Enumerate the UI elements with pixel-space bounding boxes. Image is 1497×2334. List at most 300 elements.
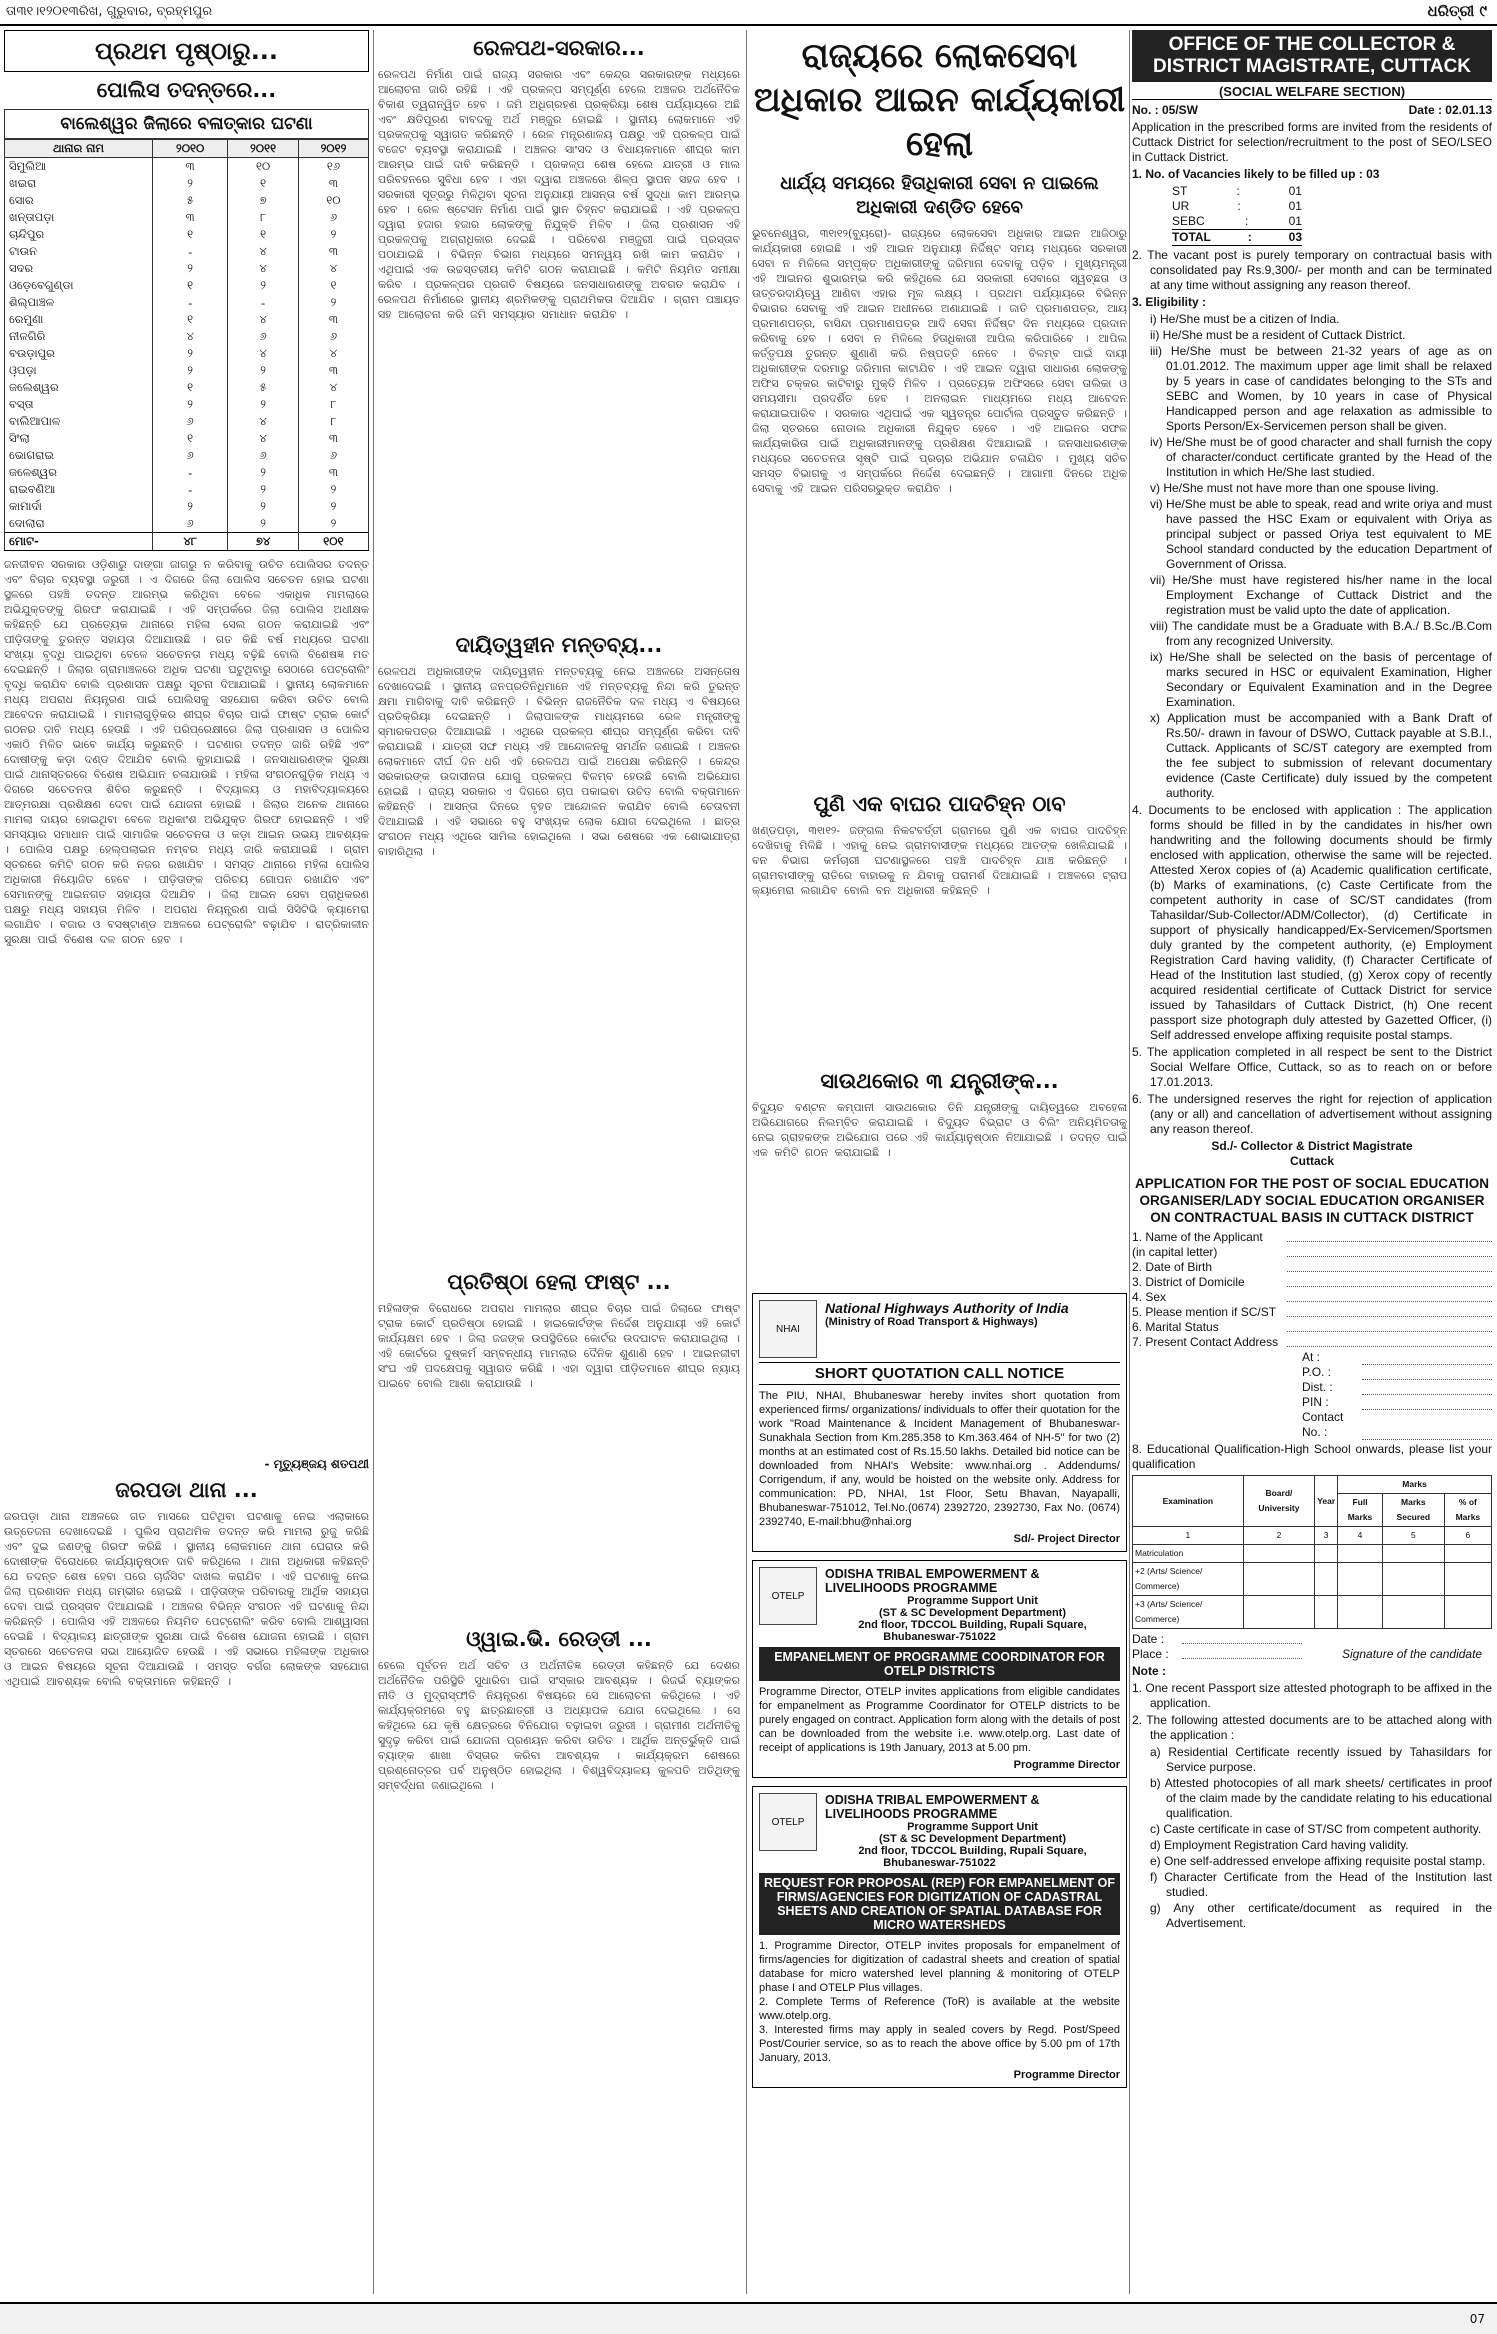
table-cell: ୩ [153, 158, 228, 176]
form-field-label: 7. Present Contact Address [1132, 1335, 1279, 1349]
table-cell: ବଉଡ଼ାପୁର [5, 345, 153, 362]
masthead [0, 0, 1497, 26]
form-field-label: 3. District of Domicile [1132, 1275, 1245, 1289]
eligibility-item: vii) He/She must have registered his/her name in the local Employment Exchange of Cuttack District and the registration must be valid upto the date of application. [1150, 573, 1492, 617]
application-form-fields [1132, 1230, 1492, 1350]
form-field-input[interactable] [1287, 1260, 1492, 1272]
table-cell: ୬ [298, 209, 368, 226]
table-cell: ଶିଲ୍ପାଞ୍ଚଳ [5, 294, 153, 311]
table-cell: ଓଡ଼େବେଗୁଣ୍ଡା [5, 277, 153, 294]
table-cell: ୪ [228, 243, 299, 260]
place-label: Place : [1132, 1647, 1169, 1661]
qual-input-cell[interactable] [1243, 1596, 1315, 1629]
qual-exam-cell: +3 (Arts/ Science/ Commerce) [1133, 1596, 1244, 1629]
qual-header: Board/ University [1243, 1476, 1315, 1527]
table-cell: ୨ [228, 396, 299, 413]
form-field-label: (in capital letter) [1132, 1245, 1218, 1259]
signature-label: Signature of the candidate [1342, 1647, 1483, 1661]
table-cell: ରେମୁଣା [5, 311, 153, 328]
table-total-cell: ୪୮ [153, 533, 228, 551]
vacancy-row [1172, 214, 1302, 229]
table-cell: ଭୋଗରାଇ [5, 447, 153, 464]
form-field-input[interactable] [1287, 1230, 1492, 1242]
table-cell: ୪ [228, 430, 299, 447]
address-field-label: PIN : [1302, 1395, 1329, 1409]
table-title: ବାଲେଶ୍ୱର ଜିଲାରେ ବଳାତ୍କାର ଘଟଣା [4, 109, 369, 139]
table-cell: ୨ [298, 226, 368, 243]
otelp1-address: 2nd floor, TDCCOL Building, Rupali Square, Bhubaneswar-751022 [858, 1619, 1087, 1643]
address-field-label: Contact No. : [1302, 1410, 1344, 1439]
article-text: ମହିଳାଙ୍କ ବିରୋଧରେ ଅପରାଧ ମାମଲାର ଶୀଘ୍ର ବିଚାର ପାଇଁ ଜିଲାରେ ଫାଷ୍ଟ ଟ୍ରାକ କୋର୍ଟ ପ୍ରତିଷ୍ଠା ହୋଇଛି । ହାଇକୋର୍ଟଙ୍କ ନିର୍ଦ୍ଦେଶ ଅନୁଯାୟୀ ଏହି କୋର୍ଟ କାର୍ଯ୍ୟକ୍ଷମ ହେବ । ଜିଲା ଜଜଙ୍କ ଉପସ୍ଥିତିରେ କୋର୍ଟର ଉଦଘାଟନ କରାଯାଇଥିଲା । ଏହି କୋର୍ଟରେ ଦୁଷ୍କର୍ମ ସମ୍ବନ୍ଧୀୟ ମାମଲାର ଦୈନିକ ଶୁଣାଣି ହେବ । ଆଇନଜୀବୀ ସଂଘ ଏହି ପଦକ୍ଷେପକୁ ସ୍ୱାଗତ କରିଛି । ଏହା ଦ୍ୱାରା ପୀଡ଼ିତମାନେ ଶୀଘ୍ର ନ୍ୟାୟ ପାଇବେ ବୋଲି ଆଶା କରାଯାଉଛି । [378, 1302, 740, 1390]
qual-number-row [1133, 1527, 1492, 1545]
column-2 [378, 30, 740, 2294]
address-field-label: Dist. : [1302, 1380, 1333, 1394]
table-cell: ୧ [153, 430, 228, 447]
otelp-ad-1 [752, 1560, 1127, 1778]
table-cell: ୨ [298, 515, 368, 533]
table-cell: ୨ [228, 464, 299, 481]
table-cell: ୨ [153, 345, 228, 362]
otelp1-unit: Programme Support Unit [907, 1595, 1038, 1607]
notice-section: (SOCIAL WELFARE SECTION) [1132, 84, 1492, 100]
qual-input-cell[interactable] [1338, 1545, 1383, 1563]
table-cell: ୬ [298, 328, 368, 345]
table-cell: ୨ [153, 175, 228, 192]
form-field-label: 2. Date of Birth [1132, 1260, 1213, 1274]
notice-para-5: 5. The application completed in all respect be sent to the District Social Welfare Office, Cuttack, so as to reach on or before 17.01.2013. [1132, 1045, 1492, 1089]
table-cell: ସିମୁଲିଆ [5, 158, 153, 176]
headline-irresponsible: ଦାୟିତ୍ୱହୀନ ମନ୍ତବ୍ୟ... [455, 633, 663, 657]
table-cell: ୪ [228, 413, 299, 430]
vacancy-cell: : [1236, 184, 1240, 198]
qual-input-cell[interactable] [1338, 1596, 1383, 1629]
table-row [5, 243, 369, 260]
article-text: ଭୁବନେଶ୍ୱର, ୩୧ା୧୨(ବ୍ୟୁରୋ)- ରାଜ୍ୟରେ ଲୋକସେବା ଅଧିକାର ଆଇନ ଆଜିଠାରୁ କାର୍ଯ୍ୟକାରୀ ହୋଇଛି । ଏହି ଆଇନ ଅନୁଯାୟୀ ନିର୍ଦ୍ଦିଷ୍ଟ ସମୟ ମଧ୍ୟରେ ସରକାରୀ ସେବା ନ ମିଳିଲେ ସମ୍ପୃକ୍ତ ଅଧିକାରୀଙ୍କୁ ଜରିମାନା ଦେବାକୁ ପଡ଼ିବ । ମୁଖ୍ୟମନ୍ତ୍ରୀ ଏହି ଆଇନର ଶୁଭାରମ୍ଭ କରି କହିଥିଲେ ଯେ ସରକାରୀ ସେବାରେ ସ୍ୱଚ୍ଛତା ଓ ଉତ୍ତରଦାୟିତ୍ୱ ଆଣିବା ଏହାର ମୂଳ ଲକ୍ଷ୍ୟ । ପ୍ରଥମ ପର୍ଯ୍ୟାୟରେ ବିଭିନ୍ନ ବିଭାଗର ସେବାକୁ ଏହି ଆଇନ ଅଧୀନରେ ଅଣାଯାଇଛି । ଜାତି ପ୍ରମାଣପତ୍ର, ଆୟ ପ୍ରମାଣପତ୍ର, ବାସିନ୍ଦା ପ୍ରମାଣପତ୍ର ଆଦି ସେବା ନିର୍ଦ୍ଦିଷ୍ଟ ଦିନ ମଧ୍ୟରେ ପ୍ରଦାନ କରିବାକୁ ହେବ । ସେବା ନ ମିଳିଲେ ହିତାଧିକାରୀ ଆପିଲ କରିପାରିବେ । ଆପିଲ କର୍ତ୍ତୃପକ୍ଷ ତୁରନ୍ତ ଶୁଣାଣି କରି ନିଷ୍ପତ୍ତି ନେବେ । ବିଳମ୍ବ ପାଇଁ ଦାୟୀ ଅଧିକାରୀଙ୍କ ଦରମାରୁ ଜରିମାନା କାଟାଯିବ । ଏହି ଆଇନ ଦ୍ୱାରା ସାଧାରଣ ଲୋକଙ୍କୁ ଅଫିସ ଚକ୍କର କାଟିବାରୁ ମୁକ୍ତି ମିଳିବ । ପ୍ରତ୍ୟେକ ଅଫିସରେ ସେବା ତାଲିକା ଓ ସମୟସୀମା ପ୍ରଦର୍ଶିତ ହେବ । ଅନଲାଇନ ମାଧ୍ୟମରେ ମଧ୍ୟ ଆବେଦନ କରାଯାଇପାରିବ । ସରକାର ଏଥିପାଇଁ ଏକ ସ୍ୱତନ୍ତ୍ର ପୋର୍ଟାଲ ପ୍ରସ୍ତୁତ କରିଛନ୍ତି । ଜିଲା ସ୍ତରରେ ନୋଡାଲ ଅଧିକାରୀ ନିଯୁକ୍ତ ହେବେ । ଏହି ଆଇନର ସଫଳ କାର୍ଯ୍ୟକାରିତା ପାଇଁ ଅଧିକାରୀମାନଙ୍କୁ ପ୍ରଶିକ୍ଷଣ ଦିଆଯାଇଛି । ଜନସାଧାରଣଙ୍କ ମଧ୍ୟରେ ସଚେତନତା ସୃଷ୍ଟି ପାଇଁ ପ୍ରଚାର ଅଭିଯାନ ଚଳାଯିବ । ମୁଖ୍ୟ ସଚିବ ସମସ୍ତ ବିଭାଗକୁ ଏ ସମ୍ପର୍କରେ ନିର୍ଦ୍ଦେଶ ଦେଇଛନ୍ତି । ଆଗାମୀ ଦିନରେ ଅଧିକ ସେବାକୁ ଏହି ଆଇନ ପରିସରଭୁକ୍ତ କରାଯିବ । [752, 227, 1127, 495]
table-cell: ୨ [228, 498, 299, 515]
table-cell: ବାଲିଆପାଳ [5, 413, 153, 430]
main-subheadline: ଧାର୍ଯ୍ୟ ସମୟରେ ହିତାଧିକାରୀ ସେବା ନ ପାଇଲେ ଅଧିକାରୀ ଦଣ୍ଡିତ ହେବେ [780, 173, 1099, 218]
table-cell: ୨ [153, 396, 228, 413]
otelp2-unit: Programme Support Unit [907, 1821, 1038, 1833]
vacancy-cell: 01 [1288, 184, 1302, 198]
vacancy-cell: SEBC [1172, 214, 1205, 228]
table-cell: ସିଂଲା [5, 430, 153, 447]
table-cell: ୨ [228, 515, 299, 533]
notice-number: No. : 05/SW [1132, 103, 1199, 117]
table-row [5, 345, 369, 362]
table-cell: ୧ [153, 311, 228, 328]
note-item: b) Attested photocopies of all mark sheets/ certificates in proof of the claim made by the candidate relating to his educational qualification. [1150, 1776, 1492, 1820]
qual-number-cell: 6 [1444, 1527, 1491, 1545]
eligibility-item: x) Application must be accompanied with a Bank Draft of Rs.50/- drawn in favour of DSWO, Cuttack payable at S.B.I., Cuttack. Applicants of SC/ST category are exempted from the fee subject to submission of relevant documentary evidence (Caste Certificate) duly issued by the competent authority. [1150, 711, 1492, 800]
address-field-input[interactable] [1362, 1395, 1492, 1410]
form-field-input[interactable] [1287, 1245, 1492, 1257]
form-field-row [1132, 1245, 1492, 1260]
nhai-ad [752, 1293, 1127, 1552]
table-row [5, 396, 369, 413]
table-cell: ଚାନ୍ଦିପୁର [5, 226, 153, 243]
otelp2-dept: (ST & SC Development Department) [878, 1833, 1067, 1845]
note-item: c) Caste certificate in case of ST/SC from competent authority. [1150, 1822, 1482, 1836]
table-cell: ୨ [228, 481, 299, 498]
form-field-label: 6. Marital Status [1132, 1320, 1219, 1334]
qual-input-cell[interactable] [1338, 1563, 1383, 1596]
headline-south-co: ସାଉଥକୋର ୩ ଯନ୍ତ୍ରୀଙ୍କ... [820, 1069, 1059, 1093]
qual-number-cell: 4 [1338, 1527, 1383, 1545]
article-text: ଜନଜୀବନ ସରକାର ଓଡ଼ିଶାରୁ ଦାଙ୍ଗା ଜାଗରୁ ନ କରିବାକୁ ଉଚିତ ପୋଲିସର ତଦନ୍ତ ଏବଂ ବିଚାର ବ୍ୟବସ୍ଥା ଜରୁରୀ । ଏ ଦିଗରେ ଜିଲା ପୋଲିସ ସଚେତନ ହୋଇ ଘଟଣା ସ୍ଥଳରେ ପହଞ୍ଚି ତଦନ୍ତ ଆରମ୍ଭ କରିଥିବା ବେଳେ ଏକାଧିକ ମାମଲାରେ ଅଭିଯୁକ୍ତଙ୍କୁ ଗିରଫ କରାଯାଇଛି । ଏହି ସମ୍ପର୍କରେ ଜିଲା ପୋଲିସ ଅଧୀକ୍ଷକ କହିଛନ୍ତି ଯେ ପ୍ରତ୍ୟେକ ଥାନାରେ ମହିଳା ସେଲ ଗଠନ କରାଯାଇଛି ଏବଂ ପୀଡ଼ିତାଙ୍କୁ ତୁରନ୍ତ ସହାୟତା ଦିଆଯାଉଛି । ଗତ କିଛି ବର୍ଷ ମଧ୍ୟରେ ଘଟଣା ସଂଖ୍ୟା ବୃଦ୍ଧି ପାଇଥିବା ବେଳେ ସଚେତନତା ମଧ୍ୟ ବଢ଼ିଛି ବୋଲି ବିଶେଷଜ୍ଞ ମତ ଦେଇଛନ୍ତି । ଜିଲାର ଗ୍ରାମାଞ୍ଚଳରେ ଅଧିକ ଘଟଣା ଘଟୁଥିବାରୁ ସେଠାରେ ପେଟ୍ରୋଲିଂ ବୃଦ୍ଧି କରାଯିବ ବୋଲି ପ୍ରଶାସନ ପକ୍ଷରୁ ସୂଚନା ଦିଆଯାଇଛି । ସ୍ଥାନୀୟ ଲୋକମାନେ ମଧ୍ୟ ଅପରାଧ ନିୟନ୍ତ୍ରଣ ପାଇଁ ପୋଲିସକୁ ସହଯୋଗ କରିବା ଉଚିତ ବୋଲି ଆବେଦନ କରାଯାଇଛି । ମାମଲାଗୁଡ଼ିକର ଶୀଘ୍ର ବିଚାର ପାଇଁ ଫାଷ୍ଟ ଟ୍ରାକ କୋର୍ଟ ଗଠନର ଦାବି ମଧ୍ୟ ହେଉଛି । ଏହି ପରିପ୍ରେକ୍ଷୀରେ ଜିଲା ପ୍ରଶାସନ ଓ ପୋଲିସ ଏକାଠି ମିଳିତ ଭାବେ କାର୍ଯ୍ୟ କରୁଛନ୍ତି । ଘଟଣାର ତଦନ୍ତ ଜାରି ରହିଛି ଏବଂ ଦୋଷୀଙ୍କୁ କଡ଼ା ଦଣ୍ଡ ଦିଆଯିବ ବୋଲି କୁହାଯାଇଛି । ଜନସାଧାରଣଙ୍କ ସୁରକ୍ଷା ପାଇଁ ଥାନାସ୍ତରରେ ବିଶେଷ ଅଭିଯାନ ଚଳାଯାଉଛି । ମହିଳା ସଂଗଠନଗୁଡ଼ିକ ମଧ୍ୟ ଏ ଦିଗରେ ସଚେତନତା ଶିବିର କରୁଛନ୍ତି । ବିଦ୍ୟାଳୟ ଓ ମହାବିଦ୍ୟାଳୟରେ ଆତ୍ମରକ୍ଷା ପ୍ରଶିକ୍ଷଣ ଦେବା ପାଇଁ ଯୋଜନା ହୋଇଛି । ଜିଲାର ଅନେକ ଥାନାରେ ମାମଲା ଦାୟର ହୋଇଥିବା ବେଳେ ଅଧିକାଂଶ ଅଭିଯୁକ୍ତ ଗିରଫ ହୋଇଛନ୍ତି । ଏହି ସମସ୍ୟାର ସମାଧାନ ପାଇଁ ସାମାଜିକ ସଚେତନତା ଓ କଡ଼ା ଆଇନ ଉଭୟ ଆବଶ୍ୟକ । ପୋଲିସ ପକ୍ଷରୁ ହେଲ୍ପଲାଇନ ନମ୍ବର ମଧ୍ୟ ଜାରି କରାଯାଇଛି । ଗ୍ରାମ ସ୍ତରରେ କମିଟି ଗଠନ କରି ନଜର ରଖାଯିବ । ସମସ୍ତ ଥାନାରେ ମହିଳା ପୋଲିସ ଅଧିକାରୀ ନିୟୋଜିତ ହେବେ । ପୀଡ଼ିତାଙ୍କ ପରିଚୟ ଗୋପନ ରଖାଯିବ ଏବଂ ସେମାନଙ୍କୁ ଆଇନଗତ ସହାୟତା ଦିଆଯିବ । ଜିଲା ଆଇନ ସେବା ପ୍ରାଧିକରଣ ପକ୍ଷରୁ ମଧ୍ୟ ସହାୟତା ମିଳିବ । ଅପରାଧ ନିୟନ୍ତ୍ରଣ ପାଇଁ ସିସିଟିଭି କ୍ୟାମେରା ଲଗାଯିବ । ବଜାର ଓ ବସଷ୍ଟାଣ୍ଡ ଅଞ୍ଚଳରେ ପେଟ୍ରୋଲିଂ ବଢ଼ାଯିବ । ରାତ୍ରିକାଳୀନ ସୁରକ୍ଷା ପାଇଁ ବିଶେଷ ଦଳ ଗଠନ ହେବ । [4, 558, 369, 946]
otelp1-dept: (ST & SC Development Department) [878, 1607, 1067, 1619]
form-field-row [1132, 1275, 1492, 1290]
vacancy-cell: ST [1172, 184, 1188, 198]
qual-exam-cell: +2 (Arts/ Science/ Commerce) [1133, 1563, 1244, 1596]
qual-input-cell[interactable] [1382, 1596, 1444, 1629]
form-field-input[interactable] [1287, 1275, 1492, 1287]
table-cell: କାମାର୍ଦା [5, 498, 153, 515]
table-row [5, 379, 369, 396]
qual-number-cell: 5 [1382, 1527, 1444, 1545]
form-field-input[interactable] [1287, 1335, 1492, 1347]
eligibility-item: ix) He/She shall be selected on the basis of percentage of marks secured in HSC or equivalent Examination, Higher Secondary or Equivalent Examination and in the Degree Examination. [1150, 650, 1492, 709]
address-field-input[interactable] [1362, 1410, 1492, 1440]
notice-para-4: 4. Documents to be enclosed with application : The application forms should be filled in by the candidates in his/her own handwriting and the following documents should be firmly enclosed with application, otherwise the same will be rejected. Attested Xerox copies of (a) Academic qualification certificate, (b) Marks of examinations, (c) Caste Certificate from the competent authority in case of SC/ST candidates (from Tahasildar/Sub-Collector/ADM/Collector), (d) Certificate in support of physically handicapped/Ex-Servicemen/Sportsmen duly granted by the competent authority, (e) Employment Registration Card having validity, (f) Character Certificate of Head of the Institution last studied, (g) Xerox copy of recently acquired residential certificate of Cuttack District for service issued by Tahasildars of Cuttack District, (h) One recent passport size photograph duly attested by Gazetted Officer, (i) Self addressed envelope affixing requisite postal stamps. [1132, 803, 1492, 1042]
qual-header: % of Marks [1444, 1494, 1491, 1527]
table-total-cell: ୧୦୧ [298, 533, 368, 551]
vacancy-row [1172, 184, 1302, 199]
table-row [5, 447, 369, 464]
table-row [5, 430, 369, 447]
headline-reddy: ଓ୍ୱାଇ.ଭି. ରେଡ୍ଡୀ ... [466, 1627, 652, 1651]
table-row [5, 328, 369, 345]
table-cell: ୨ [228, 277, 299, 294]
table-cell: ଖନ୍ତାପଡ଼ା [5, 209, 153, 226]
table-row [5, 294, 369, 311]
table-cell: ୬ [153, 515, 228, 533]
table-total-row [5, 533, 369, 551]
address-field-row [1302, 1365, 1492, 1380]
table-cell: ଦୋଲାରା [5, 515, 153, 533]
nhai-title: National Highways Authority of India [825, 1300, 1069, 1316]
article-text: ବିଦ୍ୟୁତ ବଣ୍ଟନ କମ୍ପାନୀ ସାଉଥକୋର ତିନି ଯନ୍ତ୍ରୀଙ୍କୁ ଦାୟିତ୍ୱରେ ଅବହେଳା ଅଭିଯୋଗରେ ନିଲମ୍ବିତ କରାଯାଇଛି । ବିଦ୍ୟୁତ ବିଭ୍ରାଟ ଓ ବିଲିଂ ଅନିୟମିତତାକୁ ନେଇ ଗ୍ରାହକଙ୍କ ଅଭିଯୋଗ ପରେ ଏହି କାର୍ଯ୍ୟାନୁଷ୍ଠାନ ନିଆଯାଇଛି । ତଦନ୍ତ ପାଇଁ ଏକ କମିଟି ଗଠନ କରାଯାଇଛି । [752, 1101, 1127, 1159]
column-4-collector-notice [1132, 30, 1492, 2294]
vacancy-list [1172, 184, 1302, 246]
table-cell: ୧ [228, 175, 299, 192]
form-field-row [1132, 1335, 1492, 1350]
nhai-sign: Sd/- Project Director [1013, 1533, 1120, 1545]
article-text: ଖଣ୍ଡପଡ଼ା, ୩୧ା୧୨- ଜଙ୍ଗଲ ନିକଟବର୍ତ୍ତୀ ଗ୍ରାମରେ ପୁଣି ଏକ ବାଘର ପାଦଚିହ୍ନ ଦେଖିବାକୁ ମିଳିଛି । ଏହାକୁ ନେଇ ଗ୍ରାମବାସୀଙ୍କ ମଧ୍ୟରେ ଆତଙ୍କ ଖେଳିଯାଇଛି । ବନ ବିଭାଗ କର୍ମଚାରୀ ଘଟଣାସ୍ଥଳରେ ପହଞ୍ଚି ପାଦଚିହ୍ନ ଯାଞ୍ଚ କରିଛନ୍ତି । ଗ୍ରାମବାସୀଙ୍କୁ ରାତିରେ ବାହାରକୁ ନ ଯିବାକୁ ପରାମର୍ଶ ଦିଆଯାଇଛି । ଅଞ୍ଚଳରେ ଟ୍ରାପ କ୍ୟାମେରା ଲଗାଯିବ ବୋଲି ବନ ଅଧିକାରୀ କହିଛନ୍ତି । [752, 824, 1127, 897]
application-title: APPLICATION FOR THE POST OF SOCIAL EDUCATION ORGANISER/LADY SOCIAL EDUCATION ORGANISER ON CONTRACTUAL BASIS IN CUTTACK DISTRICT [1134, 1176, 1489, 1225]
table-cell: ୨ [153, 498, 228, 515]
otelp1-body: Programme Director, OTELP invites applications from eligible candidates for empanelment as Programme Coordinator for OTELP districts to be purely engaged on contract. Application form along with the details of post can be downloaded from the website i.e. www.otelp.org. Last date of receipt of applications is 19th January, 2013 at 5.00 pm. [759, 1686, 1120, 1754]
headline-fast-track: ପ୍ରତିଷ୍ଠା ହେଲା ଫାଷ୍ଟ ... [447, 1270, 671, 1294]
date-input[interactable] [1182, 1632, 1302, 1644]
form-field-input[interactable] [1287, 1305, 1492, 1317]
address-field-row [1302, 1395, 1492, 1410]
table-cell: ୩ [298, 464, 368, 481]
crime-stats-table [4, 139, 369, 551]
table-cell: ୧ [153, 379, 228, 396]
table-total-cell: ମୋଟ- [5, 533, 153, 551]
address-field-row [1302, 1350, 1492, 1365]
place-input[interactable] [1182, 1647, 1302, 1659]
notice-para-6: 6. The undersigned reserves the right for rejection of application (any or all) and cancellation of advertisement without assigning any reason thereof. [1132, 1092, 1492, 1136]
eligibility-title: 3. Eligibility : [1132, 295, 1207, 309]
table-cell: ୨ [153, 260, 228, 277]
table-cell: ଜଳେଶ୍ୱର [5, 464, 153, 481]
qual-input-cell[interactable] [1382, 1545, 1444, 1563]
table-cell: ୩ [298, 175, 368, 192]
table-cell: ଖଇରା [5, 175, 153, 192]
table-cell: ୩ [298, 311, 368, 328]
otelp2-bar: REQUEST FOR PROPOSAL (REP) FOR EMPANELMENT OF FIRMS/AGENCIES FOR DIGITIZATION OF CADASTRAL SHEETS AND CREATION OF SPATIAL DATABASE FOR MICRO WATERSHEDS [759, 1873, 1120, 1935]
qual-row [1133, 1596, 1492, 1629]
note-item: d) Employment Registration Card having validity. [1150, 1838, 1409, 1852]
table-cell: ୧ [228, 226, 299, 243]
table-row [5, 277, 369, 294]
table-cell: ୪ [298, 379, 368, 396]
vacancy-cell: 01 [1288, 214, 1302, 228]
qualification-title: 8. Educational Qualification-High School onwards, please list your qualification [1132, 1442, 1492, 1471]
otelp2-sign: Programme Director [1013, 2069, 1120, 2081]
qual-input-cell[interactable] [1382, 1563, 1444, 1596]
form-field-row [1132, 1260, 1492, 1275]
place-line-field [1132, 1647, 1492, 1662]
form-field-row [1132, 1320, 1492, 1335]
table-total-cell: ୭୪ [228, 533, 299, 551]
qual-header: Marks Secured [1382, 1494, 1444, 1527]
table-cell: ୫ [153, 192, 228, 209]
column-divider [373, 30, 374, 2294]
table-cell: ଟାଉନ [5, 243, 153, 260]
table-cell: ସୋର [5, 192, 153, 209]
byline: - ମୃତ୍ୟୁଞ୍ଜୟ ଶତପଥୀ [264, 1457, 369, 1471]
vacancy-cell: : [1244, 214, 1249, 228]
address-field-row [1302, 1410, 1492, 1440]
eligibility-item: i) He/She must be a citizen of India. [1150, 312, 1340, 326]
vacancy-cell: UR [1172, 199, 1190, 213]
otelp2-title: ODISHA TRIBAL EMPOWERMENT & LIVELIHOODS PROGRAMME [825, 1793, 1040, 1821]
page-number: 07 [1469, 2312, 1485, 2326]
otelp1-title: ODISHA TRIBAL EMPOWERMENT & LIVELIHOODS PROGRAMME [825, 1567, 1040, 1595]
qual-input-cell[interactable] [1315, 1545, 1338, 1563]
form-field-row [1132, 1305, 1492, 1320]
table-cell: ୪ [298, 345, 368, 362]
qual-input-cell[interactable] [1315, 1596, 1338, 1629]
form-field-row [1132, 1290, 1492, 1305]
address-field-input[interactable] [1362, 1350, 1492, 1365]
table-cell: ୨ [153, 362, 228, 379]
date-line-field [1132, 1632, 1492, 1647]
collector-sign: Sd./- Collector & District Magistrate [1211, 1139, 1413, 1153]
table-cell: ୪ [228, 260, 299, 277]
qual-input-cell[interactable] [1315, 1563, 1338, 1596]
table-cell: ନୀଳଗିରି [5, 328, 153, 345]
table-header-cell: ୨୦୧୦ [153, 140, 228, 158]
article-text: ହେଲେ ପୂର୍ବତନ ଅର୍ଥ ସଚିବ ଓ ଅର୍ଥନୀତିଜ୍ଞ ରେଡ୍ଡୀ କହିଛନ୍ତି ଯେ ଦେଶର ଅର୍ଥନୈତିକ ପରିସ୍ଥିତି ସୁଧାରିବା ପାଇଁ ସଂସ୍କାର ଆବଶ୍ୟକ । ରିଜର୍ଭ ବ୍ୟାଙ୍କର ନୀତି ଓ ମୁଦ୍ରାସ୍ଫୀତି ନିୟନ୍ତ୍ରଣ ବିଷୟରେ ସେ ଆଲୋଚନା କରିଥିଲେ । ଏହି କାର୍ଯ୍ୟକ୍ରମରେ ବହୁ ଛାତ୍ରଛାତ୍ରୀ ଓ ଅଧ୍ୟାପକ ଯୋଗ ଦେଇଥିଲେ । ସେ କହିଥିଲେ ଯେ କୃଷି କ୍ଷେତ୍ରରେ ବିନିଯୋଗ ବଢ଼ାଇବା ଜରୁରୀ । ଗ୍ରାମୀଣ ଅର୍ଥନୀତିକୁ ସୁଦୃଢ଼ କରିବା ପାଇଁ ଯୋଜନା ପ୍ରଣୟନ କରିବା ଉଚିତ । ଆର୍ଥିକ ଅନ୍ତର୍ଭୁକ୍ତି ପାଇଁ ବ୍ୟାଙ୍କ ଶାଖା ବିସ୍ତାର କରିବା ଆବଶ୍ୟକ । କାର୍ଯ୍ୟକ୍ରମ ଶେଷରେ ପ୍ରଶ୍ନୋତ୍ତର ପର୍ବ ଅନୁଷ୍ଠିତ ହୋଇଥିଲା । ବିଶ୍ୱବିଦ୍ୟାଳୟ କୁଳପତି ଅତିଥିଙ୍କୁ ସମ୍ବର୍ଦ୍ଧନା ଜଣାଇଥିଲେ । [378, 1659, 740, 1792]
nhai-logo-icon: NHAI [759, 1300, 817, 1358]
table-cell: - [153, 464, 228, 481]
table-row [5, 362, 369, 379]
notes-list [1132, 1681, 1492, 1931]
table-row [5, 175, 369, 192]
table-cell: ୬ [228, 447, 299, 464]
form-field-input[interactable] [1287, 1290, 1492, 1302]
table-cell: ରାଇବଣିଆ [5, 481, 153, 498]
column-divider [746, 30, 747, 2294]
otelp-ad-2 [752, 1786, 1127, 2088]
otelp1-bar: EMPANELMENT OF PROGRAMME COORDINATOR FOR OTELP DISTRICTS [759, 1647, 1120, 1681]
eligibility-item: viii) The candidate must be a Graduate with B.A./ B.Sc./B.Com from any recognized University. [1150, 619, 1492, 648]
table-cell: ୮ [228, 209, 299, 226]
eligibility-item: iii) He/She must be between 21-32 years of age as on 01.01.2012. The maximum upper age limit shall be relaxed by 5 years in case of candidates belonging to the STs and SEBC and Women, by 10 years in case of Physical Handicapped person and age relaxation as admissible to Sports Person/Ex-Servicemen person shall be given. [1150, 344, 1492, 433]
eligibility-list [1132, 312, 1492, 801]
table-cell: ୪ [153, 328, 228, 345]
qual-number-cell: 3 [1315, 1527, 1338, 1545]
form-field-label: 5. Please mention if SC/ST [1132, 1305, 1277, 1319]
table-row [5, 464, 369, 481]
otelp2-item-3: 3. Interested firms may apply in sealed covers by Regd. Post/Speed Post/Courier service, so as to reach the above office by 5.00 pm of 17th January, 2013. [759, 2024, 1120, 2064]
notice-date: Date : 02.01.13 [1408, 103, 1492, 117]
paper-name: ଧରିତ୍ରୀ ୯ [1427, 2, 1487, 20]
table-row [5, 192, 369, 209]
table-cell: - [153, 481, 228, 498]
table-cell: ୬ [298, 447, 368, 464]
qual-number-cell: 2 [1243, 1527, 1315, 1545]
address-field-input[interactable] [1362, 1380, 1492, 1395]
vacancy-total-row [1172, 229, 1302, 246]
qual-header: Full Marks [1338, 1494, 1383, 1527]
headline-railway: ରେଳପଥ-ସରକାର... [473, 36, 645, 60]
table-cell: ୩ [298, 243, 368, 260]
note-item: 2. The following attested documents are to be attached along with the application : [1132, 1713, 1492, 1742]
table-row [5, 158, 369, 176]
note-title: Note : [1132, 1664, 1166, 1678]
nhai-subtitle: (Ministry of Road Transport & Highways) [825, 1316, 1038, 1328]
vacancy-title: 1. No. of Vacancies likely to be filled up : 03 [1132, 167, 1380, 181]
note-item: e) One self-addressed envelope affixing requisite postal stamp. [1150, 1854, 1486, 1868]
nhai-body: The PIU, NHAI, Bhubaneswar hereby invites short quotation from experienced firms/ organizations/ individuals to offer their quotation for the work "Road Maintenance & Incident Management of Bhubaneswar-Sunakhala Section from Km.285.358 to Km.363.464 of NH-5" for two (2) months at an estimated cost of Rs.15.50 lakhs. Detailed bid notice can be downloaded from NHAI's Website: www.nhai.org . Addendums/ Corrigendum, if any, would be hoisted on the website only. Address for communication: PD, NHAI, 1st Floor, Setu Bhavan, Nayapalli, Bhubaneswar-751012, Tel.No.(0674) 2392720, 2392730, Fax No. (0674) 2392740, E-mail:bhu@nhai.org [759, 1390, 1120, 1528]
table-cell: ୪ [228, 345, 299, 362]
table-cell: ୬ [153, 447, 228, 464]
qual-input-cell[interactable] [1444, 1545, 1491, 1563]
table-row [5, 498, 369, 515]
table-cell: ୨ [228, 362, 299, 379]
qual-header: Year [1315, 1476, 1338, 1527]
table-cell: ୬ [228, 328, 299, 345]
table-cell: - [153, 243, 228, 260]
form-field-row [1132, 1230, 1492, 1245]
article-text: ରେଳପଥ ଅଧିକାରୀଙ୍କ ଦାୟିତ୍ୱହୀନ ମନ୍ତବ୍ୟକୁ ନେଇ ଅଞ୍ଚଳରେ ଅସନ୍ତୋଷ ଦେଖାଦେଇଛି । ସ୍ଥାନୀୟ ଜନପ୍ରତିନିଧିମାନେ ଏହି ମନ୍ତବ୍ୟକୁ ନିନ୍ଦା କରି ତୁରନ୍ତ କ୍ଷମା ମାଗିବାକୁ ଦାବି କରିଛନ୍ତି । ବିଭିନ୍ନ ରାଜନୈତିକ ଦଳ ମଧ୍ୟ ଏ ବିଷୟରେ ପ୍ରତିକ୍ରିୟା ଦେଇଛନ୍ତି । ଜିଲାପାଳଙ୍କ ମାଧ୍ୟମରେ ରେଳ ମନ୍ତ୍ରୀଙ୍କୁ ସ୍ମାରକପତ୍ର ଦିଆଯାଇଛି । ଏଥିରେ ପ୍ରକଳ୍ପ ଶୀଘ୍ର ସମ୍ପୂର୍ଣ୍ଣ କରିବା ଦାବି କରାଯାଇଛି । ଯାତ୍ରୀ ସଙ୍ଘ ମଧ୍ୟ ଏହି ଆନ୍ଦୋଳନକୁ ସମର୍ଥନ ଜଣାଇଛି । ଅଞ୍ଚଳର ଲୋକମାନେ ଦୀର୍ଘ ଦିନ ଧରି ଏହି ରେଳପଥ ପାଇଁ ଅପେକ୍ଷା କରିଛନ୍ତି । କେନ୍ଦ୍ର ସରକାରଙ୍କ ଉଦାସୀନତା ଯୋଗୁ ପ୍ରକଳ୍ପ ବିଳମ୍ବ ହେଉଛି ବୋଲି ଅଭିଯୋଗ ହୋଇଛି । ରାଜ୍ୟ ସରକାର ଏ ଦିଗରେ ଚାପ ପକାଇବା ଉଚିତ ବୋଲି ବକ୍ତାମାନେ କହିଛନ୍ତି । ଆସନ୍ତା ଦିନରେ ବୃହତ ଆନ୍ଦୋଳନ କରାଯିବ ବୋଲି ଚେତାବନୀ ଦିଆଯାଇଛି । ଏହି ସଭାରେ ବହୁ ସଂଖ୍ୟକ ଲୋକ ଯୋଗ ଦେଇଥିଲେ । ଛାତ୍ର ସଂଗଠନ ମଧ୍ୟ ଏଥିରେ ସାମିଲ ହୋଇଥିଲେ । ସଭା ଶେଷରେ ଏକ ଶୋଭାଯାତ୍ରା ବାହାରିଥିଲା । [378, 665, 740, 858]
qual-input-cell[interactable] [1444, 1563, 1491, 1596]
qual-input-cell[interactable] [1444, 1596, 1491, 1629]
main-headline: ରାଜ୍ୟରେ ଲୋକସେବା ଅଧିକାର ଆଇନ କାର୍ଯ୍ୟକାରୀ ହେଲା [753, 36, 1126, 164]
address-field-label: P.O. : [1302, 1365, 1332, 1379]
vacancy-row [1172, 199, 1302, 214]
table-row [5, 260, 369, 277]
headline-police: ପୋଲିସ ତଦନ୍ତରେ... [96, 78, 277, 102]
table-cell: ୮ [298, 396, 368, 413]
nhai-heading: SHORT QUOTATION CALL NOTICE [759, 1362, 1120, 1385]
note-item: a) Residential Certificate recently issued by Tahasildars for Service purpose. [1150, 1745, 1492, 1774]
headline-tiger: ପୁଣି ଏକ ବାଘର ପାଦଚିହ୍ନ ଠାବ [813, 792, 1066, 816]
table-header-cell: ଥାନାର ନାମ [5, 140, 153, 158]
table-cell: - [153, 294, 228, 311]
collector-place: Cuttack [1289, 1154, 1334, 1168]
table-cell: ୪ [298, 260, 368, 277]
eligibility-item: vi) He/She must be able to speak, read and write oriya and must have passed the HSC Exam or equivalent with Oriya as principal subject or passed Oriya test equivalent to ME School standard conducted by the education Department of Government of Orissa. [1150, 497, 1492, 571]
qual-input-cell[interactable] [1243, 1563, 1315, 1596]
form-field-label: 1. Name of the Applicant [1132, 1230, 1263, 1244]
table-cell: ଓ଼ପଡ଼ା [5, 362, 153, 379]
qual-input-cell[interactable] [1243, 1545, 1315, 1563]
table-cell: ୩ [298, 430, 368, 447]
qual-row [1133, 1545, 1492, 1563]
address-field-label: At : [1302, 1350, 1321, 1364]
eligibility-item: v) He/She must not have more than one spouse living. [1150, 481, 1439, 495]
table-cell: ୧ [153, 277, 228, 294]
vacancy-cell: 01 [1288, 199, 1302, 213]
notice-para-2: 2. The vacant post is purely temporary on contractual basis with consolidated pay Rs.9,300/- per month and can be terminated at any time without assigning any reason thereof. [1132, 248, 1492, 292]
table-cell: ୧ [153, 226, 228, 243]
address-field-input[interactable] [1362, 1365, 1492, 1380]
qual-header: Examination [1133, 1476, 1244, 1527]
table-cell: ୧୦ [228, 158, 299, 176]
vacancy-total-cell: 03 [1288, 230, 1302, 244]
table-cell: ୨ [298, 294, 368, 311]
qual-exam-cell: Matriculation [1133, 1545, 1244, 1563]
table-row [5, 311, 369, 328]
otelp1-sign: Programme Director [1013, 1759, 1120, 1771]
table-cell: ୨ [298, 481, 368, 498]
table-cell: ଜଲେଶ୍ୱର [5, 379, 153, 396]
otelp-logo-icon: OTELP [759, 1567, 817, 1625]
otelp2-address: 2nd floor, TDCCOL Building, Rupali Square, Bhubaneswar-751022 [858, 1845, 1087, 1869]
date-line: ତା୩୧।୧୨୦୧୩ରିଖ, ଗୁରୁବାର, ବ୍ରହ୍ମପୁର [6, 4, 213, 19]
otelp-logo-icon: OTELP [759, 1793, 817, 1851]
qual-row [1133, 1563, 1492, 1596]
eligibility-item: iv) He/She must be of good character and shall furnish the copy of character/conduct certificate granted by the Head of the Institution in which He/She last studied. [1150, 435, 1492, 479]
form-field-label: 4. Sex [1132, 1290, 1167, 1304]
form-field-input[interactable] [1287, 1320, 1492, 1332]
table-row [5, 515, 369, 533]
table-cell: ୫ [228, 379, 299, 396]
vacancy-total-cell: : [1247, 230, 1252, 244]
column-divider [1129, 30, 1130, 2294]
table-cell: ୧୬ [298, 158, 368, 176]
article-text: ରେଳପଥ ନିର୍ମାଣ ପାଇଁ ରାଜ୍ୟ ସରକାର ଏବଂ କେନ୍ଦ୍ର ସରକାରଙ୍କ ମଧ୍ୟରେ ଆଲୋଚନା ଜାରି ରହିଛି । ଏହି ପ୍ରକଳ୍ପ ସମ୍ପୂର୍ଣ୍ଣ ହେଲେ ଅଞ୍ଚଳର ଅର୍ଥନୈତିକ ବିକାଶ ତ୍ୱରାନ୍ୱିତ ହେବ । ଜମି ଅଧିଗ୍ରହଣ ପ୍ରକ୍ରିୟା ଶେଷ ପର୍ଯ୍ୟାୟରେ ଅଛି ଏବଂ କ୍ଷତିପୂରଣ ବାବଦକୁ ଅର୍ଥ ମଞ୍ଜୁର ହୋଇଛି । ସ୍ଥାନୀୟ ଲୋକମାନେ ଏହି ପ୍ରକଳ୍ପକୁ ସ୍ୱାଗତ କରିଛନ୍ତି । ରେଳ ମନ୍ତ୍ରଣାଳୟ ପକ୍ଷରୁ ଏହି ପ୍ରକଳ୍ପ ପାଇଁ ବଜେଟ ବ୍ୟବସ୍ଥା କରାଯାଇଛି । ଅଞ୍ଚଳର ସାଂସଦ ଓ ବିଧାୟକମାନେ ଶୀଘ୍ର କାମ ଆରମ୍ଭ ପାଇଁ ଦାବି କରିଛନ୍ତି । ପ୍ରକଳ୍ପ ଶେଷ ହେଲେ ଯାତ୍ରୀ ଓ ମାଲ ପରିବହନରେ ସୁବିଧା ହେବ । ଏହା ଦ୍ୱାରା ଅଞ୍ଚଳରେ ଶିଳ୍ପ ସ୍ଥାପନ ସହଜ ହେବ । ସରକାରୀ ସୂତ୍ରରୁ ମିଳିଥିବା ସୂଚନା ଅନୁଯାୟୀ ଆସନ୍ତା ବର୍ଷ ସୁଦ୍ଧା କାମ ଆରମ୍ଭ ହେବ । ରେଳ ଷ୍ଟେସନ ନିର୍ମାଣ ପାଇଁ ସ୍ଥାନ ଚିହ୍ନଟ କରାଯାଇଛି । ଏହି ପ୍ରକଳ୍ପ ଦ୍ୱାରା ହଜାର ହଜାର ଲୋକଙ୍କୁ ନିଯୁକ୍ତି ମିଳିବ । ଜିଲା ପ୍ରଶାସନ ଏହି ପ୍ରକଳ୍ପକୁ ଅଗ୍ରାଧିକାର ଦେଇଛି । ପରିବେଶ ମଞ୍ଜୁରୀ ପାଇଁ ପ୍ରସ୍ତାବ ପଠାଯାଇଛି । ବିଭିନ୍ନ ବିଭାଗ ମଧ୍ୟରେ ସମନ୍ୱୟ ରଖି କାମ କରାଯିବ । ଏଥିପାଇଁ ଏକ ଉଚ୍ଚସ୍ତରୀୟ କମିଟି ଗଠନ କରାଯାଇଛି । କମିଟି ନିୟମିତ ସମୀକ୍ଷା କରିବ । ପ୍ରକଳ୍ପର ପ୍ରଗତି ବିଷୟରେ ଜନସାଧାରଣଙ୍କୁ ଅବଗତ କରାଯିବ । ରେଳପଥ ନିର୍ମାଣରେ ସ୍ଥାନୀୟ ଶ୍ରମିକଙ୍କୁ ପ୍ରାଥମିକତା ଦିଆଯିବ । ଗ୍ରାମ ପଞ୍ଚାୟତ ସହ ଆଲୋଚନା କରି ଜମି ସମସ୍ୟାର ସମାଧାନ କରାଯିବ । [378, 68, 740, 321]
note-item: 1. One recent Passport size attested photograph to be affixed in the application. [1132, 1681, 1492, 1710]
table-cell: ବସ୍ତା [5, 396, 153, 413]
otelp2-item-1: 1. Programme Director, OTELP invites proposals for empanelment of firms/agencies for digitization of cadastral sheets and creation of spatial database for micro watershed level planning & monitoring of OTELP phase I and OTELP Plus villages. [759, 1940, 1120, 1994]
notice-heading: OFFICE OF THE COLLECTOR & DISTRICT MAGISTRATE, CUTTACK [1132, 30, 1492, 82]
table-row [5, 413, 369, 430]
table-cell: - [228, 294, 299, 311]
column-3 [752, 30, 1127, 2294]
notice-intro: Application in the prescribed forms are invited from the residents of Cuttack District for selection/recruitment to the post of SEO/LSEO in Cuttack District. [1132, 120, 1492, 164]
table-row [5, 481, 369, 498]
address-fields [1302, 1350, 1492, 1440]
headline-jarapada: ଜରପଡା ଥାନା ... [115, 1478, 258, 1502]
otelp2-item-2: 2. Complete Terms of Reference (ToR) is available at the website www.otelp.org. [759, 1996, 1120, 2022]
qualification-table [1132, 1475, 1492, 1629]
table-cell: ୮ [298, 413, 368, 430]
qual-header-marks-group: Marks [1338, 1476, 1492, 1494]
section-banner: ପ୍ରଥମ ପୃଷ୍ଠାରୁ... [4, 30, 369, 72]
table-row [5, 226, 369, 243]
notice-ref-row [1132, 103, 1492, 118]
footer-strip [0, 2302, 1497, 2334]
vacancy-total-cell: TOTAL [1172, 230, 1211, 244]
note-item: g) Any other certificate/document as required in the Advertisement. [1150, 1901, 1492, 1930]
